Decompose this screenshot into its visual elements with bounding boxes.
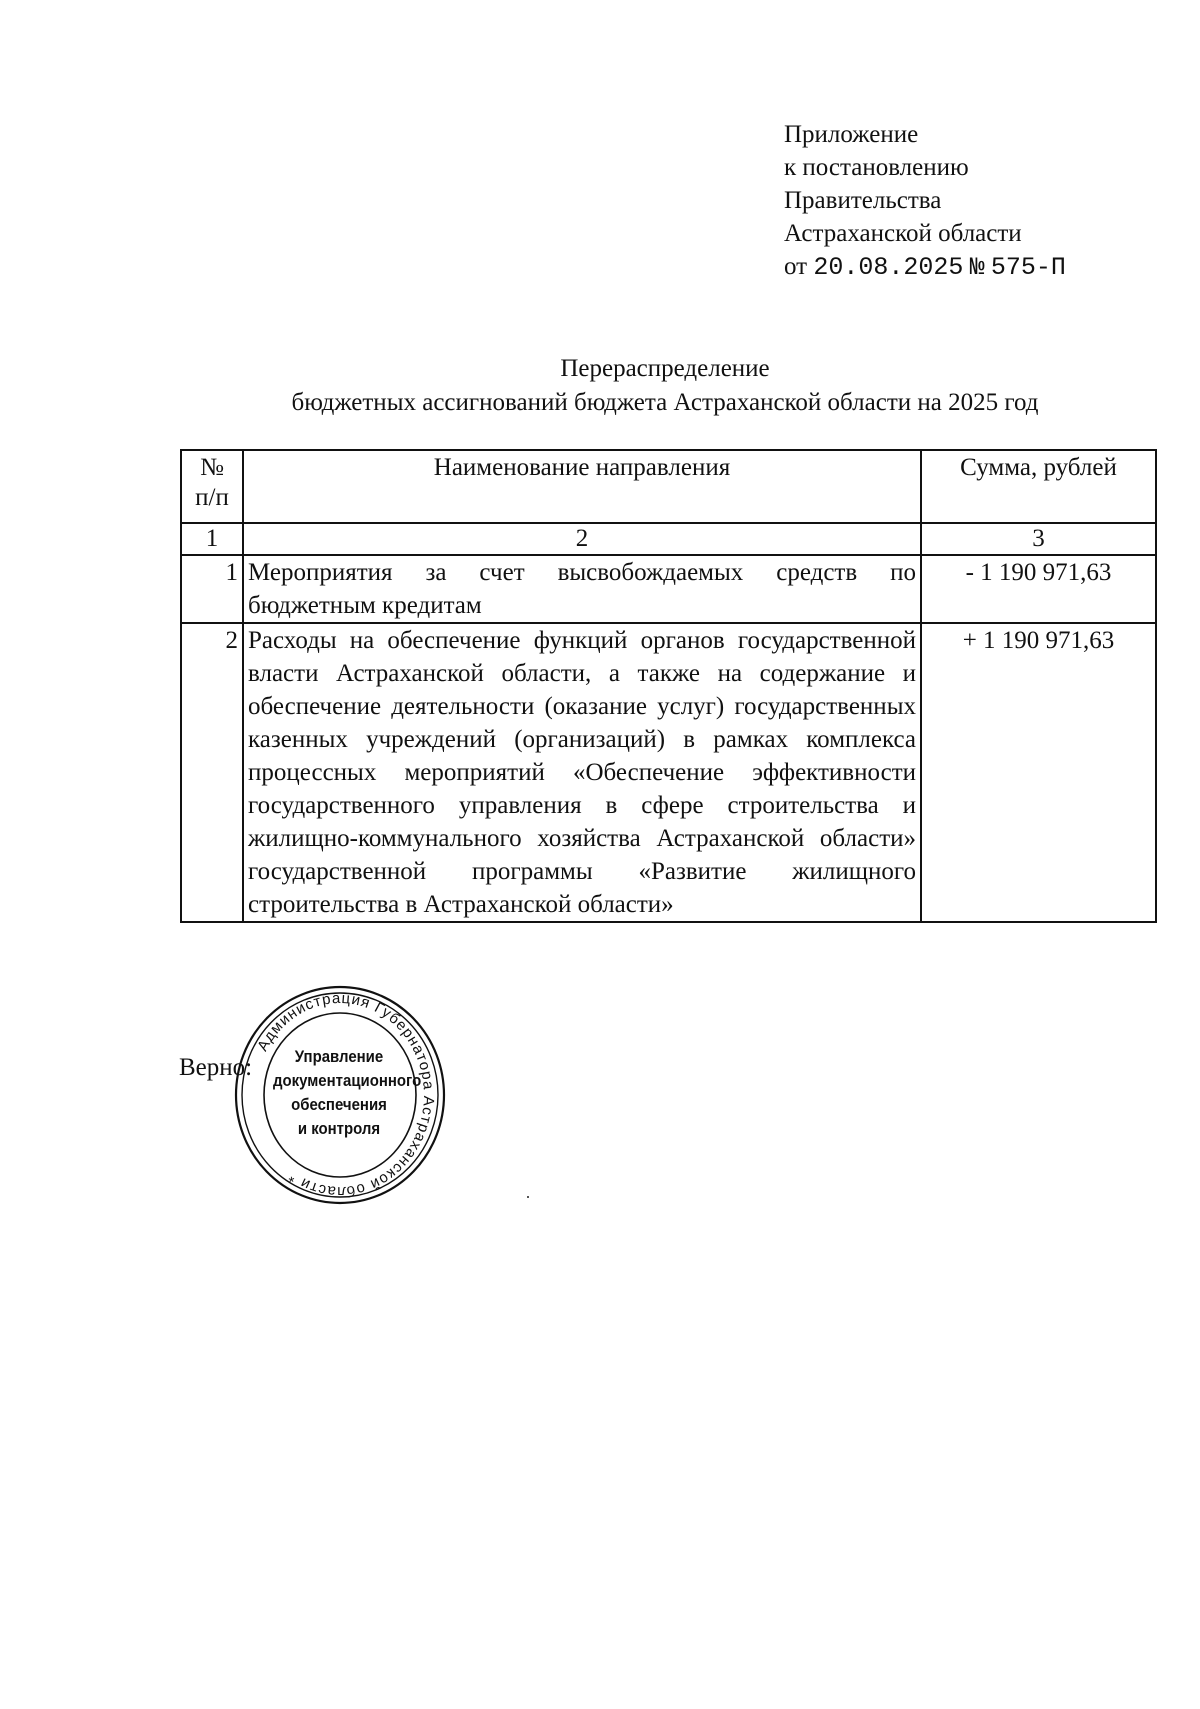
title-line-2: бюджетных ассигнований бюджета Астраханской области на 2025 год [291,389,1039,416]
scan-speck [527,1196,529,1198]
seal-line-3: обеспечения [291,1095,387,1114]
document-title [180,352,1150,420]
index-cell: 3 [921,523,1156,555]
appendix-line-2: к постановлению [784,154,969,181]
appendix-date-line [784,250,1066,284]
appendix-line-3: Правительства [784,187,942,214]
row-number: 2 [181,623,243,922]
header-sum: Сумма, рублей [921,450,1156,523]
seal-line-2: документационного [273,1071,422,1090]
title-line-1: Перераспределение [560,355,770,382]
row-amount: + 1 190 971,63 [921,623,1156,922]
index-cell: 1 [181,523,243,555]
appendix-line-4: Астраханской области [784,220,1022,247]
row-name: Мероприятия за счет высвобождаемых средств по бюджетным кредитам [243,555,921,623]
header-name: Наименование направления [243,450,921,523]
row-name: Расходы на обеспечение функций органов государственной власти Астраханской области, а также на содержание и обеспечение деятельности (оказание услуг) государственных казенных учреждений (организаций) в рамках комплекса процессных мероприятий «Обеспечение эффективности государственного управления в сфере строительства и жилищно-коммунального хозяйства Астраханской области» государственной программы «Развитие жилищного строительства в Астраханской области» [243,623,921,922]
appendix-block [784,118,1066,284]
budget-table [180,449,1157,923]
table-row [181,623,1156,922]
table-row [181,555,1156,623]
seal-ring-text: Администрация Губернатора Астраханской области * [254,989,438,1201]
seal-line-4: и контроля [297,1119,381,1138]
resolution-date: 20.08.2025 [813,253,964,282]
row-amount: - 1 190 971,63 [921,555,1156,623]
table-index-row [181,523,1156,555]
row-number: 1 [181,555,243,623]
certification-label: Верно: [179,1054,253,1081]
header-number-pp: п/п [195,484,229,511]
seal-center-text [273,1045,422,1141]
seal-line-1: Управление [294,1047,384,1066]
table-header-row [181,450,1156,523]
number-sign: № [969,253,985,282]
resolution-number: 575-П [990,253,1066,282]
date-prefix: от [784,253,808,280]
header-number-sign: № [200,454,224,481]
appendix-line-1: Приложение [784,121,919,148]
index-cell: 2 [243,523,921,555]
header-number [181,450,243,523]
official-seal [208,985,472,1205]
